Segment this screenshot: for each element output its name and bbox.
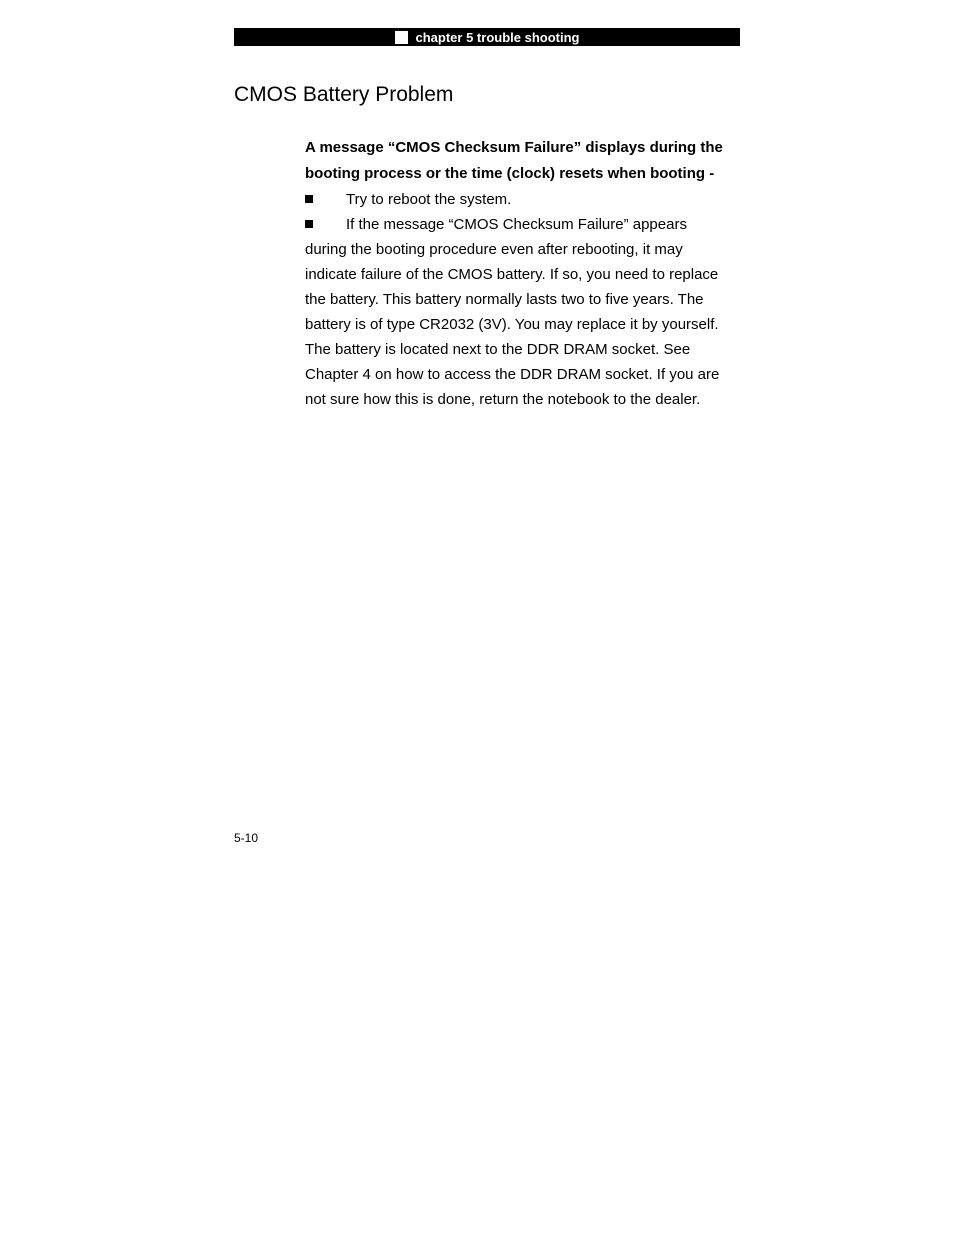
lead-line-1: A message “CMOS Checksum Failure” displays during the [305,139,723,156]
body-line: The battery is located next to the DDR DRAM socket. See [305,341,691,358]
bullet-item-1 [305,187,745,212]
square-bullet-icon [305,195,313,203]
body-line: indicate failure of the CMOS battery. If so, you need to replace [305,266,719,283]
section-title: CMOS Battery Problem [234,83,454,106]
bullet-text-1: Try to reboot the system. [346,191,512,208]
chapter-title: chapter 5 trouble shooting [415,29,580,45]
body-line: Chapter 4 on how to access the DDR DRAM socket. If you are [305,366,720,383]
body-line: during the booting procedure even after rebooting, it may [305,241,683,258]
bullet-item-2 [305,212,745,237]
body-content [305,135,745,412]
body-line: the battery. This battery normally lasts two to five years. The [305,291,704,308]
bullet-text-2: If the message “CMOS Checksum Failure” appears [346,216,687,233]
lead-line-2: booting process or the time (clock) resets when booting - [305,165,715,182]
body-line: battery is of type CR2032 (3V). You may replace it by yourself. [305,316,719,333]
square-icon [395,31,408,44]
body-line: not sure how this is done, return the notebook to the dealer. [305,391,701,408]
chapter-header-bar [234,28,740,46]
page-number: 5-10 [234,831,259,845]
square-bullet-icon [305,220,313,228]
